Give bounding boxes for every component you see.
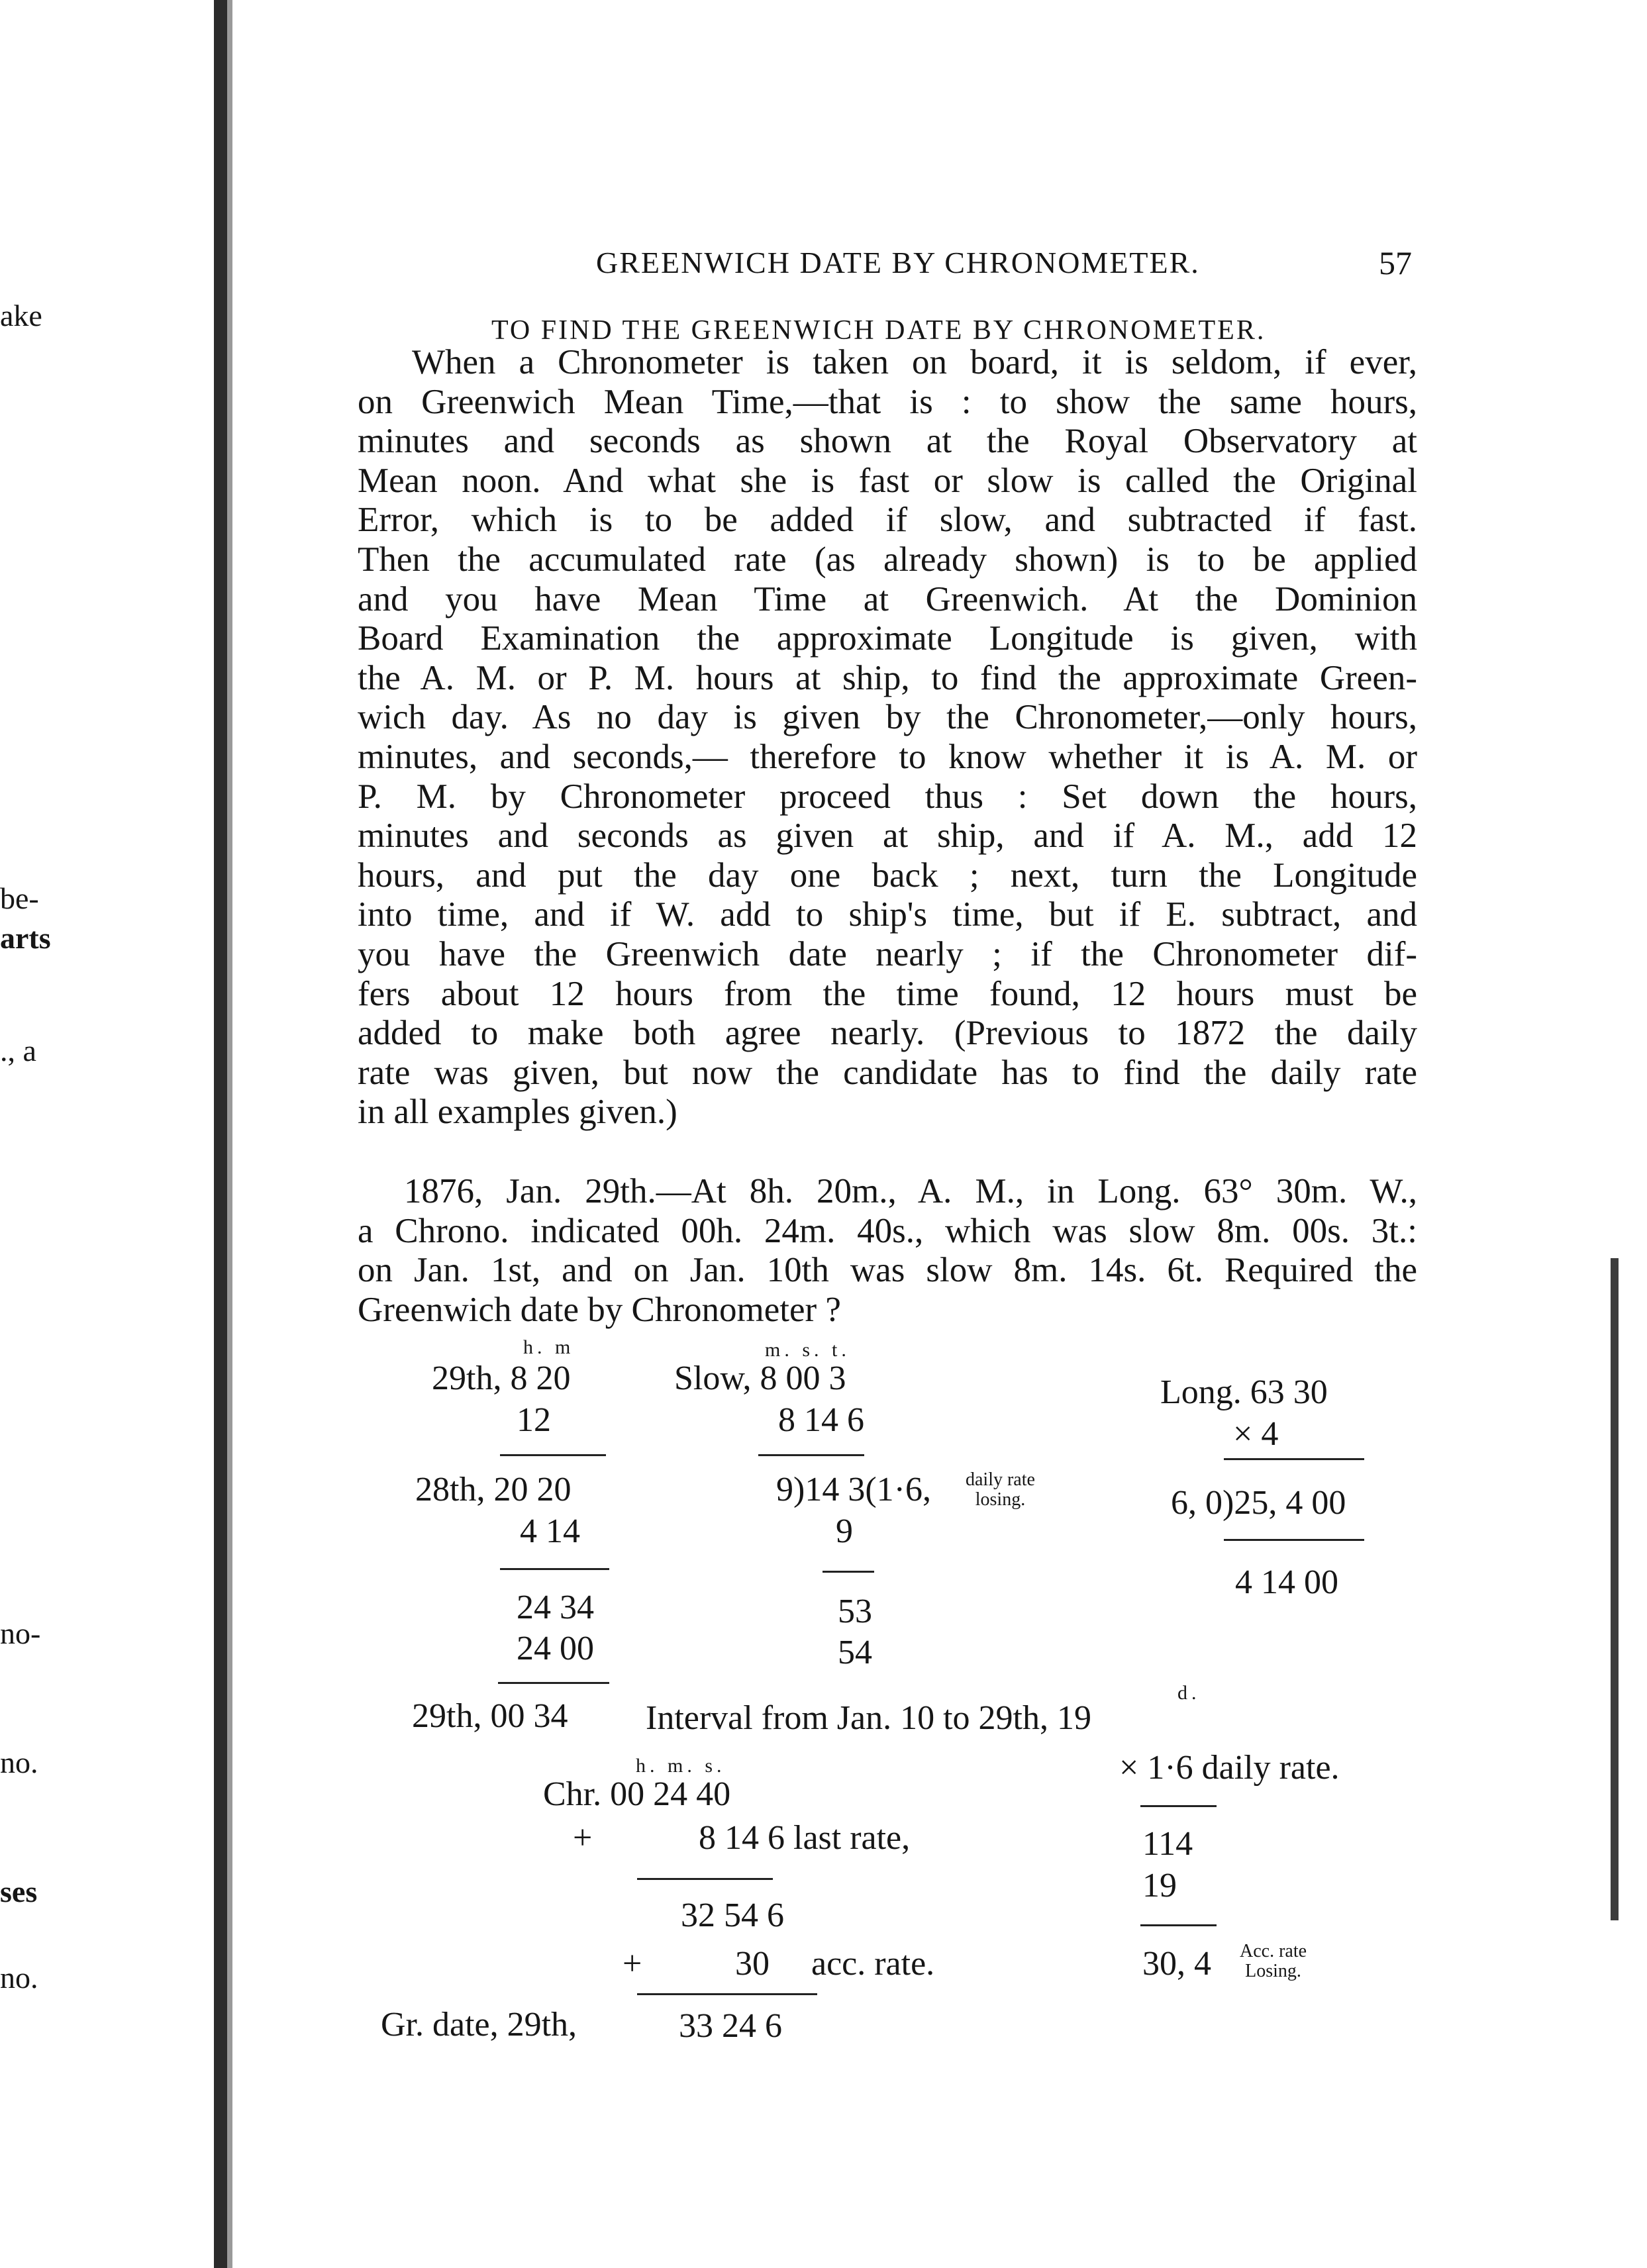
work-line: 8 14 6 — [778, 1401, 864, 1439]
text-line: on Greenwich Mean Time,—that is : to show the same hours, — [358, 382, 1417, 421]
prev-page-fragment: ., a — [0, 1034, 36, 1067]
sum-rule — [500, 1454, 606, 1456]
prev-page-fragment: ses — [0, 1875, 38, 1908]
text-line: minutes and seconds as shown at the Royal Observatory at — [358, 422, 1417, 461]
text-line: you have the Greenwich date nearly ; if the Chronometer dif- — [358, 934, 1417, 973]
book-gutter-shadow — [214, 0, 227, 2268]
text-line: When a Chronometer is taken on board, it is seldom, if ever, — [412, 343, 1417, 381]
text-line: and you have Mean Time at Greenwich. At the Dominion — [358, 579, 1417, 618]
work-line: 32 54 6 — [681, 1897, 784, 1934]
work-line: × 4 — [1233, 1415, 1279, 1453]
text-line: added to make both agree nearly. (Previous to 1872 the daily — [358, 1014, 1417, 1053]
page-number: 57 — [1379, 244, 1412, 281]
text-line: Greenwich date by Chronometer ? — [358, 1290, 841, 1329]
prev-page-fragment: no. — [0, 1961, 38, 1995]
work-line: 53 — [838, 1593, 872, 1630]
work-line: 24 34 — [517, 1589, 594, 1626]
text-line: Board Examination the approximate Longitude is given, with — [358, 619, 1417, 658]
text-line: hours, and put the day one back ; next, turn the Longitude — [358, 856, 1417, 895]
prev-page-fragment: no- — [0, 1616, 41, 1650]
sum-rule — [498, 1682, 609, 1684]
margin-note: Acc. rate Losing. — [1240, 1941, 1307, 1981]
work-line: 4 14 00 — [1235, 1563, 1338, 1601]
work-line: 28th, 20 20 — [415, 1471, 572, 1508]
text-line: minutes, and seconds,— therefore to know whether it is A. M. or — [358, 737, 1417, 776]
text-line: a Chrono. indicated 00h. 24m. 40s., which was slow 8m. 00s. 3t.: — [358, 1211, 1417, 1250]
work-line: 24 00 — [517, 1630, 594, 1667]
plus-sign: + — [573, 1819, 593, 1857]
sum-rule — [1140, 1924, 1217, 1926]
work-line: Gr. date, 29th, — [381, 2006, 577, 2044]
work-line: Interval from Jan. 10 to 29th, 19 — [646, 1699, 1091, 1737]
sum-rule — [1224, 1458, 1364, 1460]
text-line: in all examples given.) — [358, 1093, 677, 1132]
sum-rule — [500, 1568, 609, 1570]
section-title: TO FIND THE GREENWICH DATE BY CHRONOMETER. — [491, 315, 1266, 346]
sum-rule — [1224, 1539, 1364, 1541]
work-line: Long. 63 30 — [1160, 1373, 1328, 1411]
sum-rule — [823, 1571, 874, 1573]
work-line: 29th, 8 20 — [432, 1359, 571, 1397]
units-label: m. s. t. — [765, 1339, 850, 1361]
units-label: h. m. s. — [636, 1755, 726, 1777]
text-line: rate was given, but now the candidate has to find the daily rate — [358, 1053, 1417, 1092]
running-head: GREENWICH DATE BY CHRONOMETER. — [596, 246, 1200, 279]
work-line: 29th, 00 34 — [412, 1697, 568, 1735]
work-line: 4 14 — [520, 1512, 580, 1550]
margin-note: daily rate losing. — [966, 1469, 1035, 1510]
book-gutter-edge — [227, 0, 232, 2268]
work-line: 33 24 6 — [679, 2007, 782, 2045]
page-edge-shadow — [1611, 1258, 1619, 1920]
text-line: the A. M. or P. M. hours at ship, to find the approximate Green- — [358, 658, 1417, 697]
work-line: 30, 4 — [1142, 1945, 1211, 1983]
sum-rule — [758, 1454, 864, 1456]
work-line: 6, 0)25, 4 00 — [1171, 1484, 1346, 1522]
work-line: Chr. 00 24 40 — [543, 1775, 731, 1813]
work-line: 9)14 3(1·6, — [776, 1471, 931, 1508]
sum-rule — [637, 1878, 773, 1880]
plus-sign: + — [623, 1945, 642, 1983]
prev-page-fragment: be- — [0, 881, 39, 915]
text-line: fers about 12 hours from the time found, 12 hours must be — [358, 974, 1417, 1013]
units-label: d. — [1177, 1682, 1201, 1704]
work-line: Slow, 8 00 3 — [674, 1359, 846, 1397]
work-line: × 1·6 daily rate. — [1119, 1749, 1340, 1787]
units-label: h. m — [523, 1336, 575, 1358]
sum-rule — [1140, 1805, 1217, 1807]
work-line: 19 — [1142, 1867, 1177, 1904]
prev-page-fragment: arts — [0, 921, 51, 955]
text-line: 1876, Jan. 29th.—At 8h. 20m., A. M., in Long. 63° 30m. W., — [404, 1172, 1417, 1210]
text-line: minutes and seconds as given at ship, and if A. M., add 12 — [358, 816, 1417, 856]
work-line: 114 — [1142, 1825, 1193, 1863]
work-line: 54 — [838, 1634, 872, 1671]
sum-rule — [637, 1993, 817, 1995]
text-line: P. M. by Chronometer proceed thus : Set down the hours, — [358, 777, 1417, 816]
example-problem — [358, 1172, 1417, 1330]
text-line: into time, and if W. add to ship's time, but if E. subtract, and — [358, 895, 1417, 934]
work-line: 8 14 6 last rate, — [699, 1819, 911, 1857]
text-line: on Jan. 1st, and on Jan. 10th was slow 8m. 14s. 6t. Required the — [358, 1251, 1417, 1290]
work-line: 9 — [836, 1512, 853, 1550]
work-line: 30 — [735, 1945, 770, 1983]
text-line: Mean noon. And what she is fast or slow is called the Original — [358, 461, 1417, 500]
text-line: Then the accumulated rate (as already shown) is to be applied — [358, 540, 1417, 579]
text-line: Error, which is to be added if slow, and subtracted if fast. — [358, 501, 1417, 540]
prev-page-fragment: ake — [0, 299, 42, 332]
work-line: 12 — [517, 1401, 551, 1439]
body-paragraph — [358, 343, 1417, 1132]
work-line: acc. rate. — [811, 1945, 935, 1983]
text-line: wich day. As no day is given by the Chronometer,—only hours, — [358, 698, 1417, 737]
prev-page-fragment: no. — [0, 1746, 38, 1779]
